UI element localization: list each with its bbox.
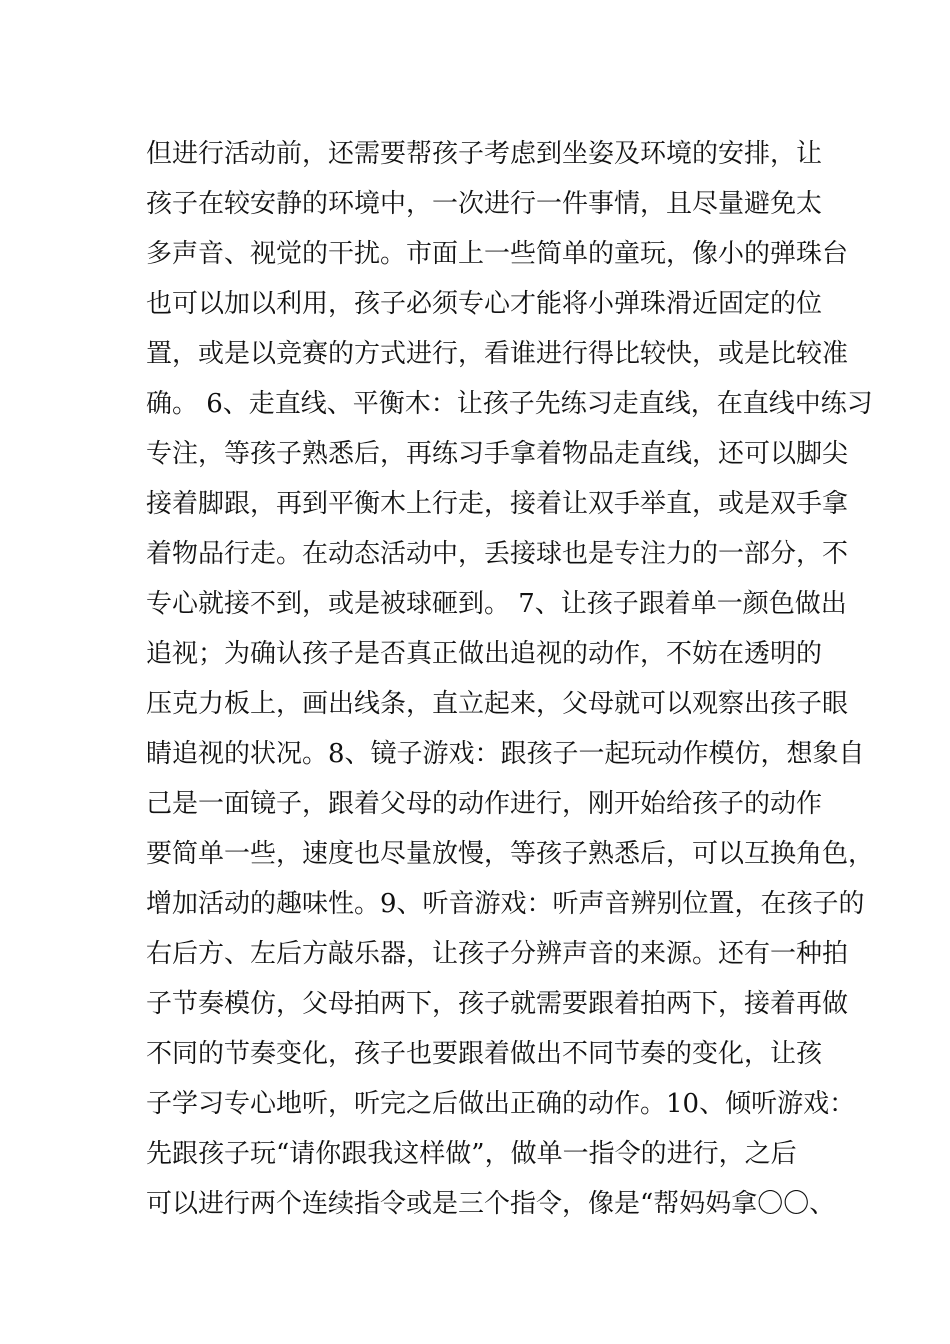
body-text [146, 129, 875, 1229]
text-line: 先跟孩子玩“请你跟我这样做”，做单一指令的进行，之后 [146, 1139, 797, 1169]
text-line: 但进行活动前，还需要帮孩子考虑到坐姿及环境的安排，让 [146, 139, 823, 169]
text-line: 追视；为确认孩子是否真正做出追视的动作，不妨在透明的 [146, 639, 823, 669]
text-line: 专心就接不到，或是被球砸到。 7、让孩子跟着单一颜色做出 [146, 589, 847, 619]
text-line: 子学习专心地听，听完之后做出正确的动作。10、倾听游戏： [146, 1089, 856, 1119]
text-line: 孩子在较安静的环境中，一次进行一件事情，且尽量避免太 [146, 189, 823, 219]
text-line: 睛追视的状况。8、镜子游戏：跟孩子一起玩动作模仿，想象自 [146, 739, 865, 769]
text-line: 增加活动的趣味性。9、听音游戏：听声音辨别位置，在孩子的 [146, 889, 865, 919]
text-line: 己是一面镜子，跟着父母的动作进行，刚开始给孩子的动作 [146, 789, 823, 819]
text-line: 置，或是以竞赛的方式进行，看谁进行得比较快，或是比较准 [146, 339, 849, 369]
text-line: 子节奏模仿，父母拍两下，孩子就需要跟着拍两下，接着再做 [146, 989, 849, 1019]
text-line: 专注，等孩子熟悉后，再练习手拿着物品走直线，还可以脚尖 [146, 439, 849, 469]
text-line: 多声音、视觉的干扰。市面上一些简单的童玩，像小的弹珠台 [146, 239, 849, 269]
text-line: 也可以加以利用，孩子必须专心才能将小弹珠滑近固定的位 [146, 289, 823, 319]
text-line: 接着脚跟，再到平衡木上行走，接着让双手举直，或是双手拿 [146, 489, 849, 519]
text-line: 确。 6、走直线、平衡木：让孩子先练习走直线，在直线中练习 [146, 389, 873, 419]
text-line: 可以进行两个连续指令或是三个指令，像是“帮妈妈拿〇〇、 [146, 1189, 836, 1219]
text-line: 不同的节奏变化，孩子也要跟着做出不同节奏的变化，让孩 [146, 1039, 823, 1069]
text-line: 要简单一些，速度也尽量放慢，等孩子熟悉后，可以互换角色， [146, 839, 875, 869]
text-line: 右后方、左后方敲乐器，让孩子分辨声音的来源。还有一种拍 [146, 939, 849, 969]
text-line: 压克力板上，画出线条，直立起来，父母就可以观察出孩子眼 [146, 689, 849, 719]
text-line: 着物品行走。在动态活动中，丢接球也是专注力的一部分，不 [146, 539, 849, 569]
